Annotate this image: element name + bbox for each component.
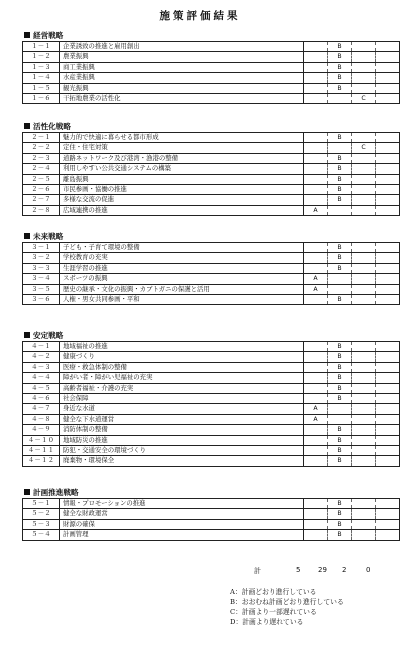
grade-cell-c [352,174,376,184]
policy-name: 消防体制の整備 [60,425,304,435]
policy-name: 道路ネットワーク及び港湾・漁港の整備 [60,153,304,163]
grade-cell-d [376,352,400,362]
grade-cell-c [352,499,376,509]
grade-cell-b: B [328,499,352,509]
grade-cell-d [376,509,400,519]
policy-number: ４－９ [23,425,60,435]
policy-number: ４－１０ [23,435,60,445]
grade-cell-a [304,383,328,393]
policy-name: 子ども・子育て環境の整備 [60,243,304,253]
table-row [23,253,400,263]
table-row [23,362,400,372]
grade-cell-a [304,362,328,372]
table-row [23,263,400,273]
grade-cell-a [304,456,328,466]
grade-cell-b [328,143,352,153]
table-row [23,274,400,284]
grade-cell-d [376,52,400,62]
totals-b: 29 [318,566,327,574]
grade-cell-c [352,195,376,205]
policy-name: 財源の確保 [60,519,304,529]
evaluation-table [22,132,400,216]
grade-cell-c [352,133,376,143]
grade-cell-b: B [328,73,352,83]
grade-cell-c [352,373,376,383]
table-row [23,352,400,362]
policy-name: 生涯学習の推進 [60,263,304,273]
grade-cell-b: B [328,362,352,372]
grade-cell-b: B [328,530,352,540]
table-row [23,404,400,414]
grade-cell-a [304,174,328,184]
section-heading [24,330,392,341]
section-heading-text: 活性化戦略 [33,122,71,131]
grade-cell-a [304,446,328,456]
policy-name: 地域防災の推進 [60,435,304,445]
table-row [23,195,400,205]
policy-number: ４－１ [23,342,60,352]
legend-item-b: B：おおむね計画どおり進行している [230,598,344,606]
policy-number: １－３ [23,62,60,72]
policy-name: 健全な財政運営 [60,509,304,519]
grade-cell-a [304,435,328,445]
grade-cell-b: B [328,342,352,352]
grade-cell-d [376,62,400,72]
grade-cell-d [376,425,400,435]
grade-cell-b: B [328,185,352,195]
policy-name: 利用しやすい公共交通システムの構築 [60,164,304,174]
policy-number: ４－６ [23,394,60,404]
grade-cell-d [376,164,400,174]
grade-cell-d [376,83,400,93]
table-row [23,425,400,435]
table-row [23,435,400,445]
grade-cell-a [304,530,328,540]
grade-cell-c [352,362,376,372]
grade-cell-b [328,274,352,284]
section-4 [22,330,392,467]
policy-name: 健康づくり [60,352,304,362]
policy-number: ３－４ [23,274,60,284]
grade-cell-d [376,362,400,372]
grade-cell-c [352,295,376,305]
grade-cell-c [352,404,376,414]
grade-cell-b: B [328,133,352,143]
grade-cell-c [352,83,376,93]
table-row [23,295,400,305]
legend-item-d: D：計画より遅れている [230,618,304,626]
grade-cell-a [304,52,328,62]
grade-cell-a [304,263,328,273]
grade-cell-d [376,414,400,424]
grade-cell-b: B [328,425,352,435]
table-row [23,342,400,352]
grade-cell-c [352,205,376,215]
grade-cell-a [304,519,328,529]
section-2 [22,121,392,216]
grade-cell-b [328,404,352,414]
grade-cell-a [304,352,328,362]
grade-cell-b: B [328,153,352,163]
grade-cell-a: A [304,274,328,284]
table-row [23,383,400,393]
totals-label: 計 [254,567,261,575]
table-row [23,394,400,404]
square-bullet-icon [24,233,30,239]
grade-cell-d [376,530,400,540]
grade-cell-c [352,274,376,284]
policy-name: 多様な交流の促進 [60,195,304,205]
grade-cell-c [352,446,376,456]
grade-cell-b: B [328,394,352,404]
grade-cell-c [352,73,376,83]
policy-name: 地域福祉の推進 [60,342,304,352]
grade-cell-d [376,456,400,466]
grade-cell-d [376,243,400,253]
table-row [23,73,400,83]
policy-number: ２－７ [23,195,60,205]
totals-d: 0 [366,566,371,574]
grade-cell-c [352,164,376,174]
policy-number: ４－１２ [23,456,60,466]
policy-name: 観光振興 [60,83,304,93]
table-row [23,284,400,294]
grade-cell-b: B [328,446,352,456]
grade-cell-c [352,509,376,519]
grade-cell-a [304,394,328,404]
evaluation-table [22,341,400,467]
square-bullet-icon [24,332,30,338]
grade-cell-c [352,284,376,294]
grade-cell-b: B [328,164,352,174]
policy-name: 学校教育の充実 [60,253,304,263]
evaluation-table [22,242,400,305]
table-row [23,174,400,184]
grade-cell-b: B [328,52,352,62]
policy-name: 企業誘致の推進と雇用創出 [60,42,304,52]
policy-number: ５－３ [23,519,60,529]
grade-cell-b: B [328,509,352,519]
policy-number: ２－４ [23,164,60,174]
policy-name: 高齢者福祉・介護の充実 [60,383,304,393]
grade-cell-d [376,174,400,184]
grade-cell-a [304,73,328,83]
policy-name: 防犯・交通安全の環境づくり [60,446,304,456]
table-row [23,205,400,215]
grade-cell-a [304,195,328,205]
policy-number: ４－４ [23,373,60,383]
table-row [23,509,400,519]
grade-cell-d [376,499,400,509]
policy-number: ５－１ [23,499,60,509]
grade-cell-b [328,94,352,104]
policy-number: ４－３ [23,362,60,372]
policy-name: 農業振興 [60,52,304,62]
grade-cell-d [376,435,400,445]
policy-number: ４－８ [23,414,60,424]
policy-name: 障がい者・障がい児福祉の充実 [60,373,304,383]
grade-cell-d [376,153,400,163]
section-heading [24,487,392,498]
grade-cell-d [376,205,400,215]
section-1 [22,30,392,104]
grade-cell-a: A [304,414,328,424]
grade-cell-a [304,153,328,163]
policy-number: ２－３ [23,153,60,163]
grade-cell-c [352,42,376,52]
grade-cell-a [304,94,328,104]
grade-cell-a [304,143,328,153]
policy-number: ４－５ [23,383,60,393]
policy-name: 歴史の継承・文化の振興・カブトガニの保護と活用 [60,284,304,294]
grade-cell-b: B [328,195,352,205]
grade-cell-c [352,456,376,466]
table-row [23,83,400,93]
policy-number: ２－８ [23,205,60,215]
grade-cell-a [304,164,328,174]
section-3 [22,231,392,305]
section-heading [24,30,392,41]
grade-cell-a [304,342,328,352]
grade-cell-d [376,284,400,294]
policy-name: 定住・住宅対策 [60,143,304,153]
legend-item-c: C：計画より一部遅れている [230,608,317,616]
grade-cell-b: B [328,253,352,263]
grade-cell-b: B [328,83,352,93]
grade-cell-d [376,295,400,305]
grade-cell-a [304,133,328,143]
grade-cell-b: B [328,263,352,273]
table-row [23,414,400,424]
section-heading-text: 計画推進戦略 [33,488,79,497]
grade-cell-d [376,253,400,263]
grade-cell-c [352,263,376,273]
policy-name: 市民参画・協働の推進 [60,185,304,195]
grade-cell-c [352,52,376,62]
grade-cell-d [376,342,400,352]
table-row [23,62,400,72]
grade-cell-b: B [328,295,352,305]
section-heading [24,231,392,242]
page-title: 施策評価結果 [159,10,241,22]
grade-cell-c: C [352,143,376,153]
table-row [23,456,400,466]
section-heading-text: 安定戦略 [33,331,64,340]
grade-cell-d [376,383,400,393]
grade-cell-b [328,205,352,215]
grade-cell-a [304,62,328,72]
policy-name: 廃棄物・環境保全 [60,456,304,466]
section-heading-text: 経営戦略 [33,31,64,40]
table-row [23,94,400,104]
section-5 [22,487,392,541]
evaluation-table [22,498,400,541]
grade-cell-b: B [328,62,352,72]
policy-name: 医療・救急体制の整備 [60,362,304,372]
table-row [23,243,400,253]
table-row [23,499,400,509]
grade-cell-b: B [328,383,352,393]
policy-name: 魅力的で快適に暮らせる都市形成 [60,133,304,143]
grade-cell-d [376,274,400,284]
grade-cell-b: B [328,352,352,362]
grade-cell-c [352,414,376,424]
grade-cell-a [304,185,328,195]
policy-name: 干拓地農業の活性化 [60,94,304,104]
policy-number: ２－６ [23,185,60,195]
table-row [23,446,400,456]
square-bullet-icon [24,32,30,38]
policy-number: ４－７ [23,404,60,414]
policy-number: ３－６ [23,295,60,305]
section-heading [24,121,392,132]
grade-cell-d [376,133,400,143]
grade-cell-a [304,42,328,52]
grade-cell-a [304,295,328,305]
policy-number: ４－２ [23,352,60,362]
policy-name: 人権・男女共同参画・平和 [60,295,304,305]
policy-name: スポーツの振興 [60,274,304,284]
grade-cell-c [352,394,376,404]
table-row [23,530,400,540]
square-bullet-icon [24,123,30,129]
policy-number: ３－１ [23,243,60,253]
table-row [23,133,400,143]
grade-cell-d [376,263,400,273]
grade-cell-b [328,414,352,424]
totals-c: 2 [342,566,347,574]
grade-cell-b: B [328,519,352,529]
policy-number: １－２ [23,52,60,62]
policy-number: ５－４ [23,530,60,540]
grade-cell-c [352,383,376,393]
policy-number: ２－１ [23,133,60,143]
legend [230,587,344,627]
grade-cell-d [376,42,400,52]
policy-name: 情報・プロモーションの推進 [60,499,304,509]
table-row [23,143,400,153]
table-row [23,42,400,52]
grade-cell-b: B [328,42,352,52]
grade-cell-c [352,352,376,362]
evaluation-table [22,41,400,104]
policy-name: 社会保障 [60,394,304,404]
grade-cell-a [304,243,328,253]
section-heading-text: 未来戦略 [33,232,64,241]
grade-cell-b: B [328,373,352,383]
grade-cell-b: B [328,435,352,445]
policy-number: ４－１１ [23,446,60,456]
legend-item-a: A：計画どおり進行している [230,588,317,596]
table-row [23,52,400,62]
policy-name: 身近な水道 [60,404,304,414]
grade-cell-a: A [304,205,328,215]
policy-number: １－５ [23,83,60,93]
policy-name: 計画管理 [60,530,304,540]
grade-cell-c [352,153,376,163]
policy-number: １－６ [23,94,60,104]
grade-cell-b: B [328,174,352,184]
grade-cell-a [304,253,328,263]
policy-number: １－１ [23,42,60,52]
grade-cell-c [352,62,376,72]
grade-cell-d [376,195,400,205]
table-row [23,164,400,174]
grade-cell-c [352,253,376,263]
table-row [23,373,400,383]
square-bullet-icon [24,489,30,495]
grade-cell-a: A [304,404,328,414]
grade-cell-c [352,342,376,352]
table-row [23,153,400,163]
grade-cell-a [304,509,328,519]
policy-name: 健全な下水道運営 [60,414,304,424]
grade-cell-c [352,243,376,253]
grade-cell-d [376,394,400,404]
policy-number: １－４ [23,73,60,83]
grade-cell-c [352,530,376,540]
table-row [23,519,400,529]
grade-cell-c [352,519,376,529]
grade-cell-d [376,94,400,104]
policy-number: ２－５ [23,174,60,184]
grade-cell-c: C [352,94,376,104]
grade-cell-c [352,185,376,195]
grade-cell-c [352,425,376,435]
policy-number: ３－２ [23,253,60,263]
grade-cell-d [376,404,400,414]
policy-name: 商工業振興 [60,62,304,72]
policy-name: 離島振興 [60,174,304,184]
grade-cell-b [328,284,352,294]
grade-cell-d [376,185,400,195]
grade-cell-d [376,373,400,383]
grade-cell-a [304,83,328,93]
grade-cell-d [376,73,400,83]
grade-cell-d [376,446,400,456]
policy-number: ３－５ [23,284,60,294]
policy-name: 広域連携の推進 [60,205,304,215]
grade-cell-d [376,143,400,153]
grade-cell-a [304,425,328,435]
policy-name: 水産業振興 [60,73,304,83]
grade-cell-b: B [328,456,352,466]
grade-cell-a: A [304,284,328,294]
grade-cell-b: B [328,243,352,253]
totals-a: 5 [296,566,301,574]
grade-cell-c [352,435,376,445]
grade-cell-a [304,373,328,383]
policy-number: ２－２ [23,143,60,153]
grade-cell-d [376,519,400,529]
grade-cell-a [304,499,328,509]
policy-number: ３－３ [23,263,60,273]
policy-number: ５－２ [23,509,60,519]
table-row [23,185,400,195]
